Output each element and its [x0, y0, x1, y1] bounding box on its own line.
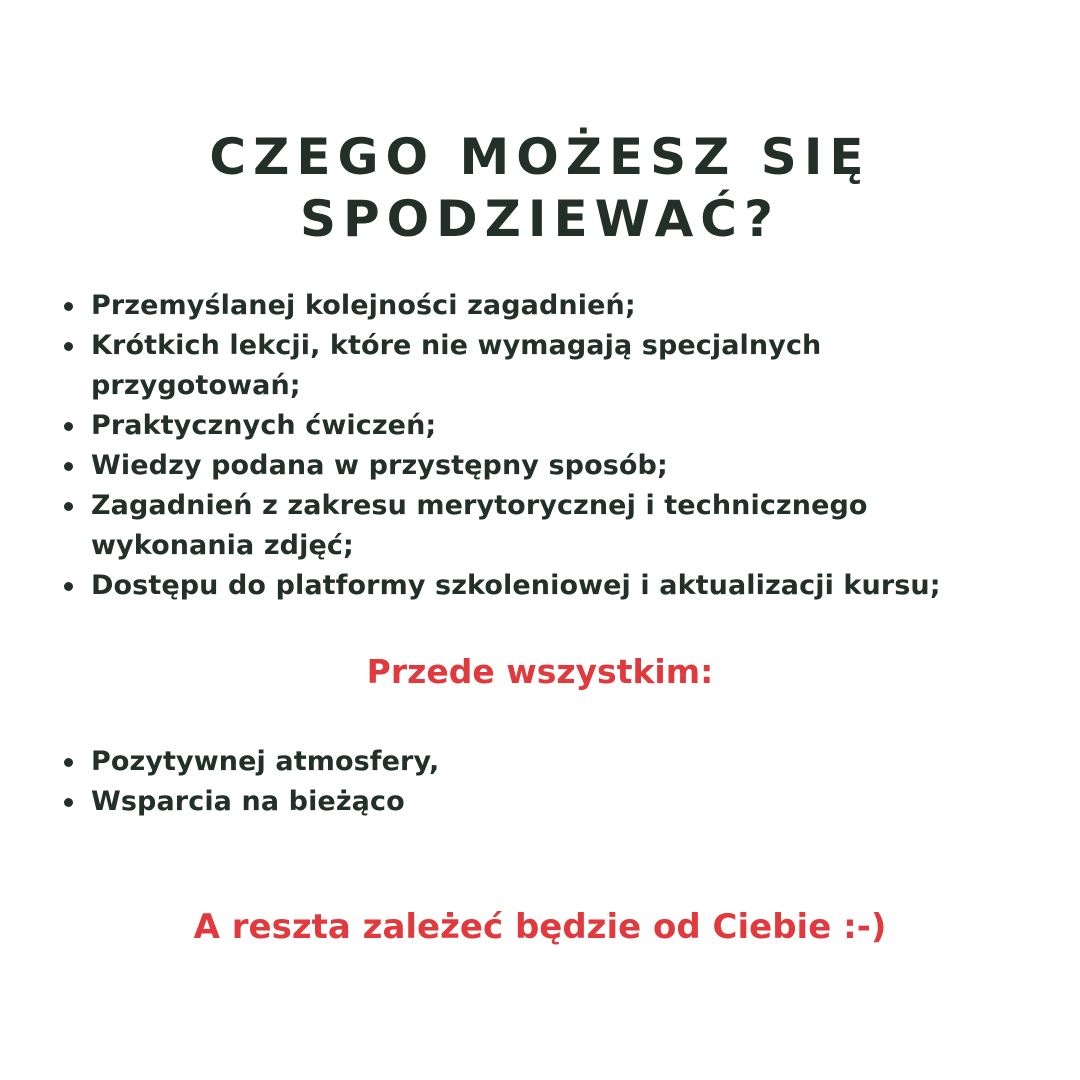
- list-item: [0, 486, 991, 566]
- list-item-text: Wiedzy podana w przystępny sposób;: [91, 450, 668, 481]
- bullet-icon: [64, 462, 73, 471]
- list-item: [0, 566, 991, 606]
- list-item-text: Dostępu do platformy szkoleniowej i aktualizacji kursu;: [91, 570, 941, 601]
- bullet-icon: [64, 758, 73, 767]
- closing-line: A reszta zależeć będzie od Ciebie :-): [193, 907, 887, 947]
- page-title: [0, 126, 1080, 250]
- list-item: [0, 742, 991, 782]
- list-item-text-continued: przygotowań;: [91, 370, 301, 401]
- list-item: [0, 326, 991, 406]
- list-item: [0, 406, 991, 446]
- bullet-icon: [64, 582, 73, 591]
- highlights-list: [0, 742, 991, 822]
- bullet-icon: [64, 302, 73, 311]
- list-item-text: Krótkich lekcji, które nie wymagają specjalnych: [91, 330, 822, 361]
- bullet-icon: [64, 798, 73, 807]
- subheading: Przede wszystkim:: [366, 652, 714, 691]
- title-line-2: SPODZIEWAĆ?: [300, 189, 780, 248]
- list-item: [0, 446, 991, 486]
- list-item: [0, 286, 991, 326]
- title-line-1: CZEGO MOŻESZ SIĘ: [209, 127, 871, 186]
- list-item: [0, 782, 991, 822]
- list-item-text: Praktycznych ćwiczeń;: [91, 410, 437, 441]
- bullet-icon: [64, 342, 73, 351]
- list-item-text: Przemyślanej kolejności zagadnień;: [91, 290, 636, 321]
- list-item-text: Pozytywnej atmosfery,: [91, 746, 440, 777]
- bullet-icon: [64, 502, 73, 511]
- list-item-text-continued: wykonania zdjęć;: [91, 530, 354, 561]
- list-item-text: Zagadnień z zakresu merytorycznej i technicznego: [91, 490, 868, 521]
- bullet-icon: [64, 422, 73, 431]
- expectations-list: [0, 286, 991, 606]
- list-item-text: Wsparcia na bieżąco: [91, 786, 405, 817]
